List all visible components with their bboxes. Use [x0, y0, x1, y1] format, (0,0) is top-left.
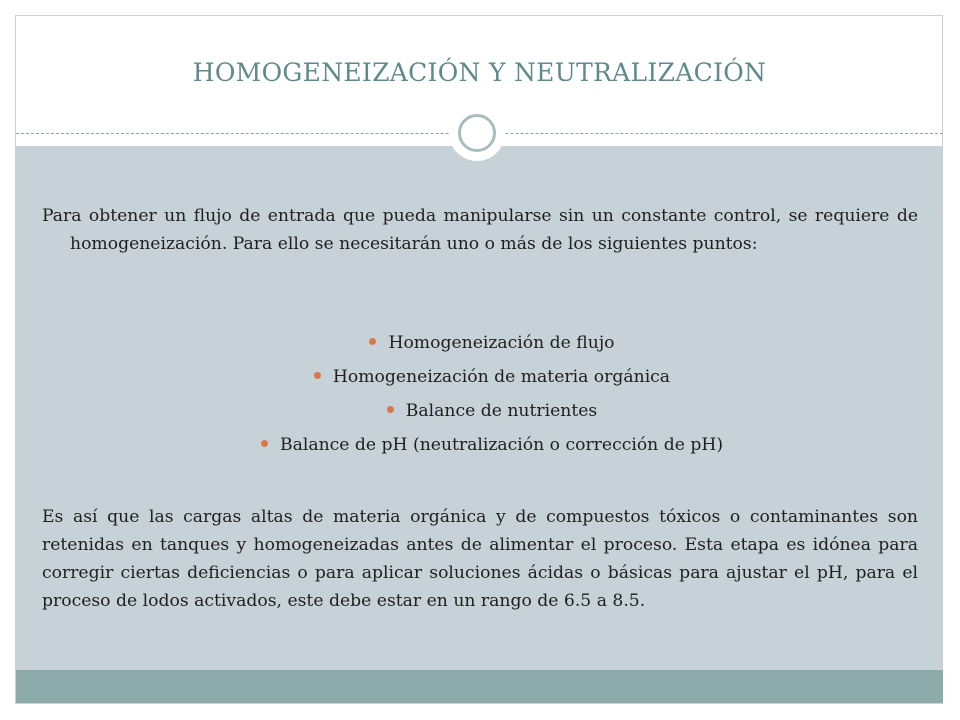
- ring-shape: [458, 114, 496, 152]
- closing-paragraph: Es así que las cargas altas de materia orgánica y de compuestos tóxicos o contaminantes son retenidas en tanques y homogeneizadas antes de alimentar el proceso. Esta etapa es idónea para corregir ciertas deficiencias o para aplicar soluciones ácidas o básicas para ajustar el pH, para el proceso de lodos activados, este debe estar en un rango de 6.5 a 8.5.: [42, 507, 918, 611]
- bullet-item: [42, 394, 942, 428]
- bullet-dot-icon: [369, 338, 376, 345]
- bullet-item: [42, 326, 942, 360]
- bullet-dot-icon: [387, 406, 394, 413]
- bullet-item: [42, 360, 942, 394]
- bullet-dot-icon: [314, 372, 321, 379]
- bullet-item: [42, 428, 942, 462]
- circle-ring-icon: [449, 105, 505, 161]
- footer-band: [16, 670, 943, 703]
- intro-paragraph: Para obtener un flujo de entrada que pueda manipularse sin un constante control, se requiere de homogeneización. Para ello se necesitarán uno o más de los siguientes puntos:: [42, 206, 918, 254]
- bullet-list: [42, 326, 942, 462]
- bullet-dot-icon: [261, 440, 268, 447]
- bullet-text: Homogeneización de flujo: [388, 333, 615, 353]
- bullet-text: Homogeneización de materia orgánica: [332, 367, 671, 387]
- slide-title: HOMOGENEIZACIÓN Y NEUTRALIZACIÓN: [192, 58, 767, 87]
- bullet-text: Balance de pH (neutralización o corrección de pH): [279, 435, 724, 455]
- bullet-text: Balance de nutrientes: [405, 401, 598, 421]
